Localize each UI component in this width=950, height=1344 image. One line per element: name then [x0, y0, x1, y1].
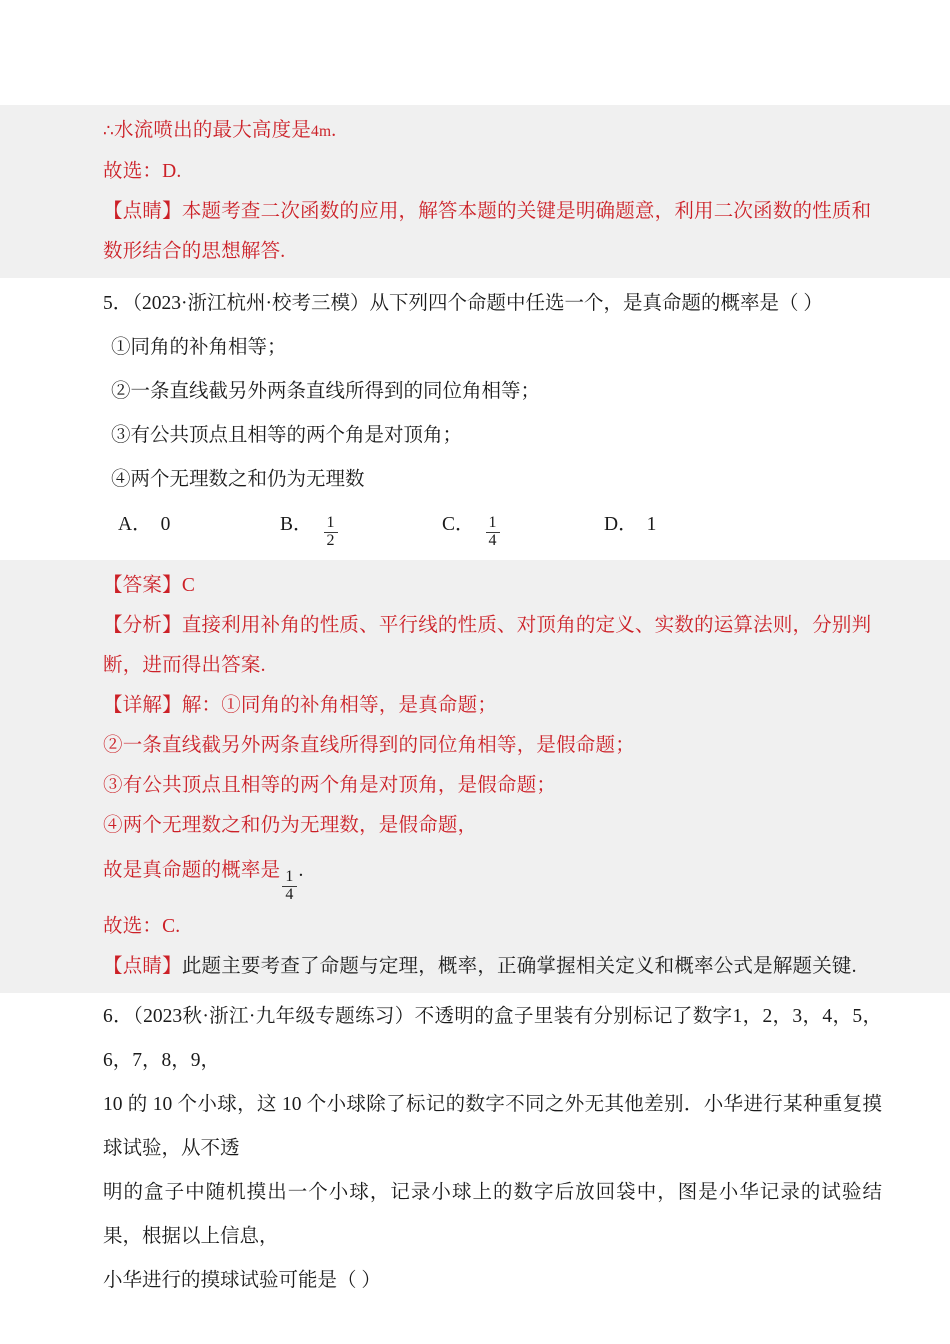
q4-insight-line: [103, 192, 882, 272]
q4-choice-line: 故选：D.: [103, 161, 182, 182]
q5-options-row: [0, 508, 950, 560]
q5-option-c-numerator: 1: [486, 515, 500, 533]
therefore-symbol: ∴: [103, 121, 115, 141]
q5-probability-line: [103, 846, 882, 907]
q5-proposition-2: ②一条直线截另外两条直线所得到的同位角相等；: [111, 381, 541, 402]
q4-answer-block: [0, 105, 950, 278]
q5-source: （2023·浙江杭州·校考三模）: [132, 293, 370, 314]
q5-detail-tag: 【详解】: [103, 695, 182, 716]
q5-analysis-line: [103, 606, 882, 686]
q5-probability-fraction: [282, 869, 296, 904]
q5-insight-text: 此题主要考查了命题与定理，概率，正确掌握相关定义和概率公式是解题关键.: [181, 956, 857, 978]
q5-option-c-label: C．: [442, 514, 475, 535]
q6-number: 6．: [103, 1006, 133, 1028]
q5-option-b[interactable]: [280, 508, 442, 553]
q5-option-d[interactable]: [604, 508, 766, 536]
q5-insight-line: [103, 947, 882, 987]
q4-conclusion-line: [103, 111, 882, 152]
q6-source: （2023秋·浙江·九年级专题练习）: [132, 1006, 415, 1028]
q5-choice-line: 故选：C.: [103, 916, 181, 938]
q5-analysis-text: 直接利用补角的性质、平行线的性质、对顶角的定义、实数的运算法则，分别判断，进而得出答案.: [103, 615, 872, 676]
question-5: [0, 278, 950, 502]
q5-probability-period: .: [298, 860, 304, 881]
q5-option-b-fraction: [324, 515, 338, 550]
q5-proposition-1: ①同角的补角相等；: [111, 337, 287, 358]
q5-detail-line-1: [103, 686, 882, 726]
q5-option-a[interactable]: [118, 508, 280, 536]
question-6: [0, 993, 950, 1303]
q5-answer-value: C: [181, 575, 196, 596]
q4-insight-tag: 【点睛】: [103, 201, 182, 222]
q5-option-a-value: 0: [160, 514, 171, 535]
q5-detail-text-1: ①同角的补角相等，是真命题；: [221, 695, 498, 716]
q5-option-c[interactable]: [442, 508, 604, 553]
q5-detail-line-3: ③有公共顶点且相等的两个角是对顶角，是假命题；: [103, 775, 557, 796]
q5-proposition-3: ③有公共顶点且相等的两个角是对顶角；: [111, 425, 463, 446]
q6-stem-line-1: [103, 995, 882, 1083]
q6-stem-text-1: 不透明的盒子里装有分别标记了数字1，2，3，4，5，6，7，8，9，: [103, 1006, 882, 1072]
q5-answer-line: [103, 566, 882, 606]
q5-answer-tag: 【答案】: [103, 575, 182, 596]
q5-option-d-label: D．: [604, 514, 638, 535]
q5-option-b-denominator: 2: [326, 532, 335, 550]
q5-detail-line-2: ②一条直线截另外两条直线所得到的同位角相等，是假命题；: [103, 735, 635, 756]
q4-conclusion-text: 水流喷出的最大高度是: [114, 120, 312, 141]
q5-detail-lead: 解：: [181, 695, 222, 716]
q5-stem-text: 从下列四个命题中任选一个，是真命题的概率是（ ）: [369, 293, 823, 314]
q5-option-b-label: B．: [280, 514, 313, 535]
q5-proposition-4: ④两个无理数之和仍为无理数: [111, 469, 365, 490]
q5-analysis-tag: 【分析】: [103, 615, 182, 636]
q5-probability-numerator: 1: [282, 869, 296, 887]
q4-insight-text: 本题考查二次函数的应用，解答本题的关键是明确题意，利用二次函数的性质和数形结合的思想解答.: [103, 201, 872, 262]
q5-option-c-fraction: [486, 515, 500, 550]
q4-conclusion-period: .: [331, 120, 337, 141]
q6-stem-line-4: 小华进行的摸球试验可能是（ ）: [103, 1270, 381, 1292]
q6-stem-line-3: 明的盒子中随机摸出一个小球，记录小球上的数字后放回袋中，图是小华记录的试验结果，根据以上信息，: [103, 1182, 882, 1248]
q5-insight-tag: 【点睛】: [103, 956, 182, 978]
q6-stem-line-2: 10 的 10 个小球，这 10 个小球除了标记的数字不同之外无其他差别．小华进行某种重复摸球试验，从不透: [103, 1094, 882, 1160]
q5-number: 5．: [103, 293, 133, 314]
q5-option-b-numerator: 1: [324, 515, 338, 533]
q5-option-a-label: A．: [118, 514, 152, 535]
q5-probability-denominator: 4: [285, 886, 294, 904]
q5-option-d-value: 1: [646, 514, 657, 535]
q5-option-c-denominator: 4: [488, 532, 497, 550]
q5-probability-prefix: 故是真命题的概率是: [103, 860, 281, 881]
q4-conclusion-value: 4m: [311, 123, 332, 140]
q5-answer-block: [0, 560, 950, 993]
q5-stem-line: [103, 282, 882, 326]
q5-detail-line-4: ④两个无理数之和仍为无理数，是假命题，: [103, 815, 478, 836]
